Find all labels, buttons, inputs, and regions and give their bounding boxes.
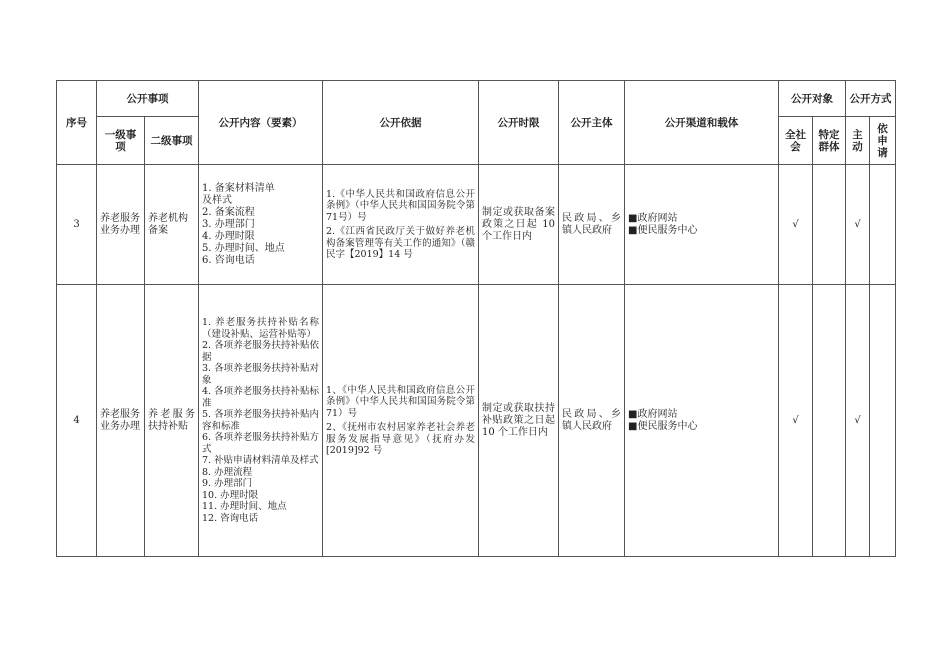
channel-website: ■政府网站 xyxy=(628,212,678,224)
row-time-limit: 制定或获取备案政策之日起 10 个工作日内 xyxy=(479,165,559,285)
row-time-limit: 制定或获取扶持补贴政策之日起 10 个工作日内 xyxy=(479,285,559,557)
basis-line: 1.《中华人民共和国政府信息公开条例》（中华人民共和国国务院令第 71号）号 xyxy=(326,188,475,223)
row-subject: 民政局、乡镇人民政府 xyxy=(559,285,625,557)
content-line: 及样式 xyxy=(202,194,232,206)
channel-service-center: ■便民服务中心 xyxy=(628,420,698,432)
row-subject: 民政局、乡镇人民政府 xyxy=(559,165,625,285)
disclosure-table xyxy=(56,80,896,557)
content-line: 2. 各项养老服务扶持补贴依据 xyxy=(202,340,319,363)
header-target: 公开对象 xyxy=(779,81,846,117)
check-specific-group xyxy=(813,285,846,557)
row-basis xyxy=(323,165,479,285)
row-level2: 养老机构备案 xyxy=(145,165,199,285)
row-basis xyxy=(323,285,479,557)
content-line: 3. 办理部门 xyxy=(202,218,255,230)
header-specific-group: 特定群体 xyxy=(813,117,846,165)
header-method: 公开方式 xyxy=(846,81,896,117)
check-active: √ xyxy=(846,285,870,557)
content-line: 10. 办理时限 xyxy=(202,489,259,501)
row-level1: 养老服务业务办理 xyxy=(97,165,145,285)
channel-service-center: ■便民服务中心 xyxy=(628,224,698,236)
header-basis: 公开依据 xyxy=(323,81,479,165)
content-line: 11. 办理时间、地点 xyxy=(202,501,287,512)
row-content xyxy=(199,165,323,285)
row-content xyxy=(199,285,323,557)
basis-line: 2.《江西省民政厅关于做好养老机构备案管理等有关工作的通知》（赣民字【2019】14 号 xyxy=(326,226,475,260)
row-level2: 养老服务扶持补贴 xyxy=(145,285,199,557)
check-active: √ xyxy=(846,165,870,285)
row-level1: 养老服务业务办理 xyxy=(97,285,145,557)
content-line: 1. 备案材料清单 xyxy=(202,182,275,194)
check-on-request xyxy=(870,285,896,557)
header-content: 公开内容（要素） xyxy=(199,81,323,165)
row-seq: 3 xyxy=(57,165,97,285)
row-channel xyxy=(625,285,779,557)
content-line: 1. 养老服务扶持补贴名称（建设补贴、运营补贴等） xyxy=(202,317,319,340)
check-on-request xyxy=(870,165,896,285)
header-public-item: 公开事项 xyxy=(97,81,199,117)
header-whole-society: 全社会 xyxy=(779,117,813,165)
header-seq: 序号 xyxy=(57,81,97,165)
header-subject: 公开主体 xyxy=(559,81,625,165)
content-line: 5. 办理时间、地点 xyxy=(202,242,285,254)
header-active: 主动 xyxy=(846,117,870,165)
content-line: 5. 各项养老服务扶持补贴内容和标准 xyxy=(202,409,319,432)
content-line: 2. 备案流程 xyxy=(202,206,255,218)
content-line: 8. 办理流程 xyxy=(202,466,253,478)
header-on-request: 依申请 xyxy=(870,117,896,165)
content-line: 3. 各项养老服务扶持补贴对象 xyxy=(202,363,319,386)
header-level2: 二级事项 xyxy=(145,117,199,165)
channel-website: ■政府网站 xyxy=(628,408,678,420)
check-specific-group xyxy=(813,165,846,285)
content-line: 4. 各项养老服务扶持补贴标准 xyxy=(202,386,319,409)
header-channel: 公开渠道和载体 xyxy=(625,81,779,165)
content-line: 6. 咨询电话 xyxy=(202,254,255,266)
check-whole-society: √ xyxy=(779,165,813,285)
header-level1: 一级事项 xyxy=(97,117,145,165)
content-line: 12. 咨询电话 xyxy=(202,512,259,524)
row-seq: 4 xyxy=(57,285,97,557)
table-row xyxy=(57,165,896,285)
table-row xyxy=(57,285,896,557)
basis-line: 2、《抚州市农村居家养老社会养老服务发展指导意见》（抚府办发[2019]92 号 xyxy=(326,422,475,456)
row-channel xyxy=(625,165,779,285)
content-line: 4. 办理时限 xyxy=(202,230,255,242)
content-line: 7. 补贴申请材料清单及样式 xyxy=(202,455,319,466)
header-time-limit: 公开时限 xyxy=(479,81,559,165)
content-line: 9. 办理部门 xyxy=(202,478,253,489)
content-line: 6. 各项养老服务扶持补贴方式 xyxy=(202,432,319,455)
basis-line: 1、《中华人民共和国政府信息公开条例》（中华人民共和国国务院令第 71）号 xyxy=(326,384,475,419)
check-whole-society: √ xyxy=(779,285,813,557)
